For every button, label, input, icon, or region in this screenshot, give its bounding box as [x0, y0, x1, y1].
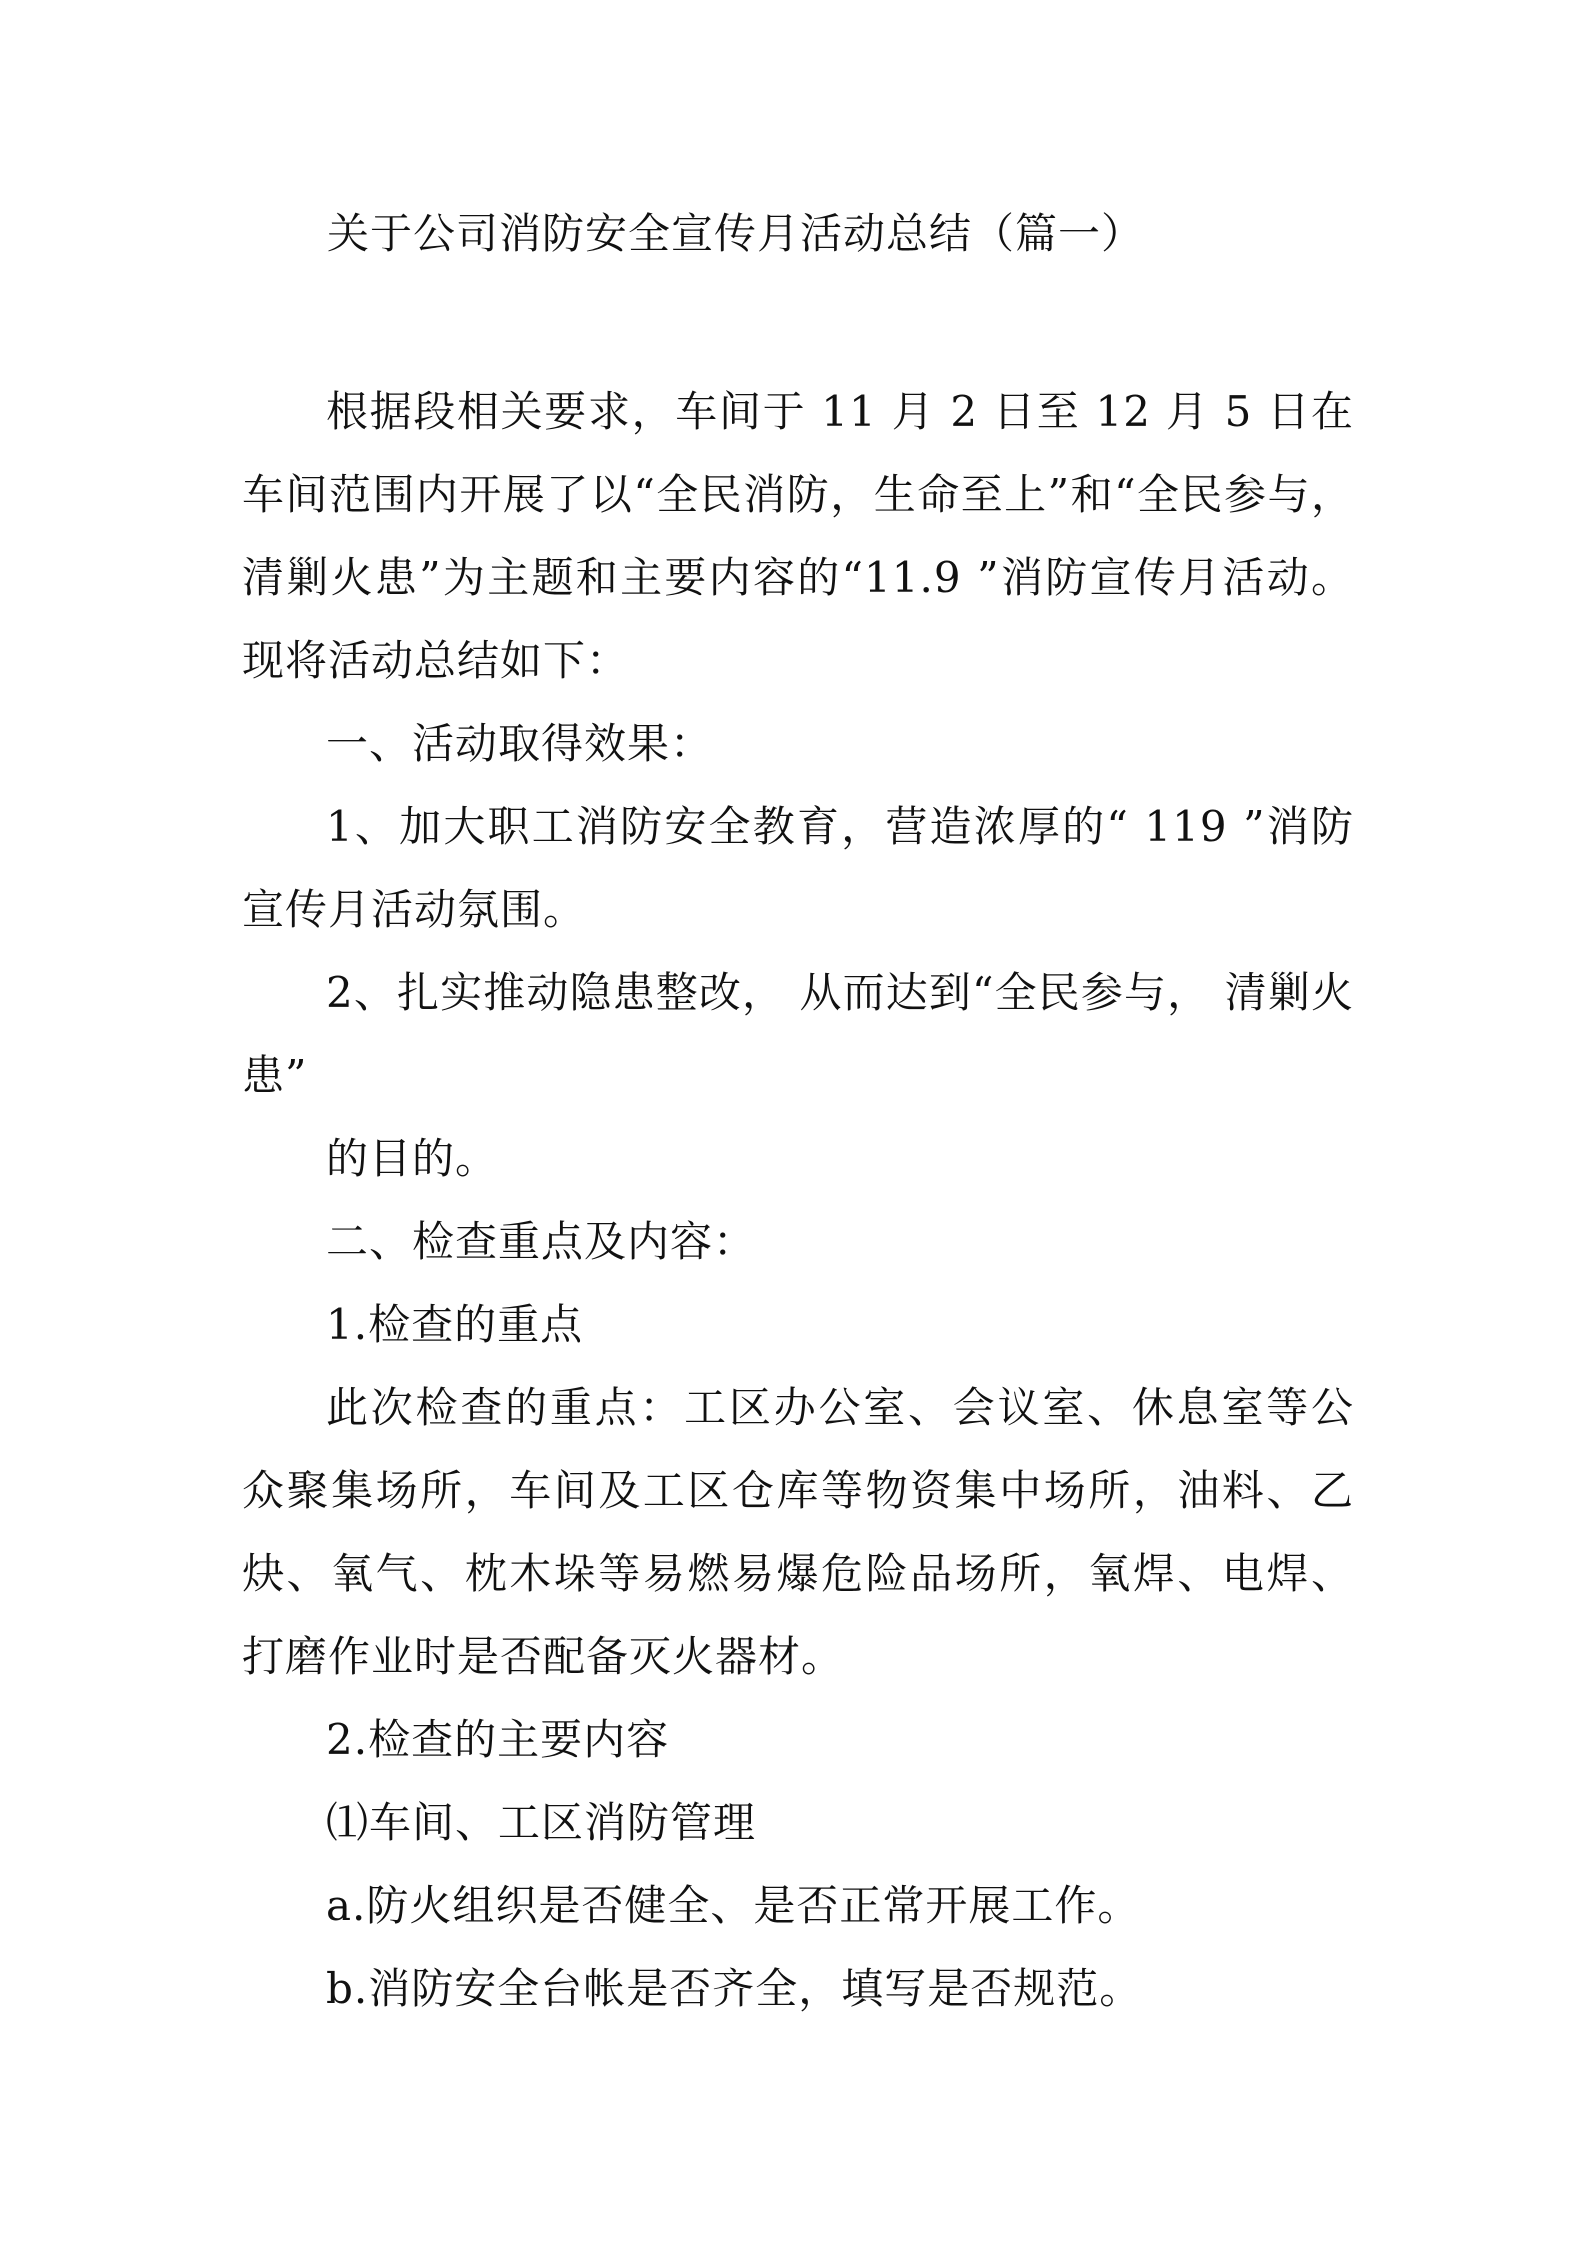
- subheading-focus: 1.检查的重点: [326, 1300, 584, 1349]
- item-fire-organization: a.防火组织是否健全、是否正常开展工作。: [326, 1881, 1141, 1930]
- list-item-rectification: 2、扎实推动隐患整改， 从而达到“全民参与， 清剿火患”: [242, 968, 1354, 1100]
- section-heading-results: 一、活动取得效果：: [326, 719, 714, 768]
- document-body: [242, 370, 1354, 2030]
- list-item-education: 1、加大职工消防安全教育，营造浓厚的“ 119 ”消防宣传月活动氛围。: [242, 802, 1354, 934]
- paragraph-focus-detail: 此次检查的重点：工区办公室、会议室、休息室等公众聚集场所，车间及工区仓库等物资集中场所，油料、乙炔、氧气、枕木垛等易燃易爆危险品场所，氧焊、电焊、打磨作业时是否配备灭火器材。: [242, 1383, 1354, 1681]
- paragraph-intro: 根据段相关要求，车间于 11 月 2 日至 12 月 5 日在车间范围内开展了以“全民消防，生命至上”和“全民参与，清剿火患”为主题和主要内容的“11.9 ”消防宣传月活动。现将活动总结如下：: [242, 387, 1354, 685]
- section-heading-inspection: 二、检查重点及内容：: [326, 1217, 757, 1266]
- paragraph-purpose: 的目的。: [326, 1134, 499, 1183]
- item-safety-ledger: b.消防安全台帐是否齐全，填写是否规范。: [326, 1964, 1143, 2013]
- subheading-main-content: 2.检查的主要内容: [326, 1715, 670, 1764]
- subheading-management: ⑴车间、工区消防管理: [326, 1798, 757, 1847]
- document-title: 关于公司消防安全宣传月活动总结（篇一）: [327, 209, 1145, 258]
